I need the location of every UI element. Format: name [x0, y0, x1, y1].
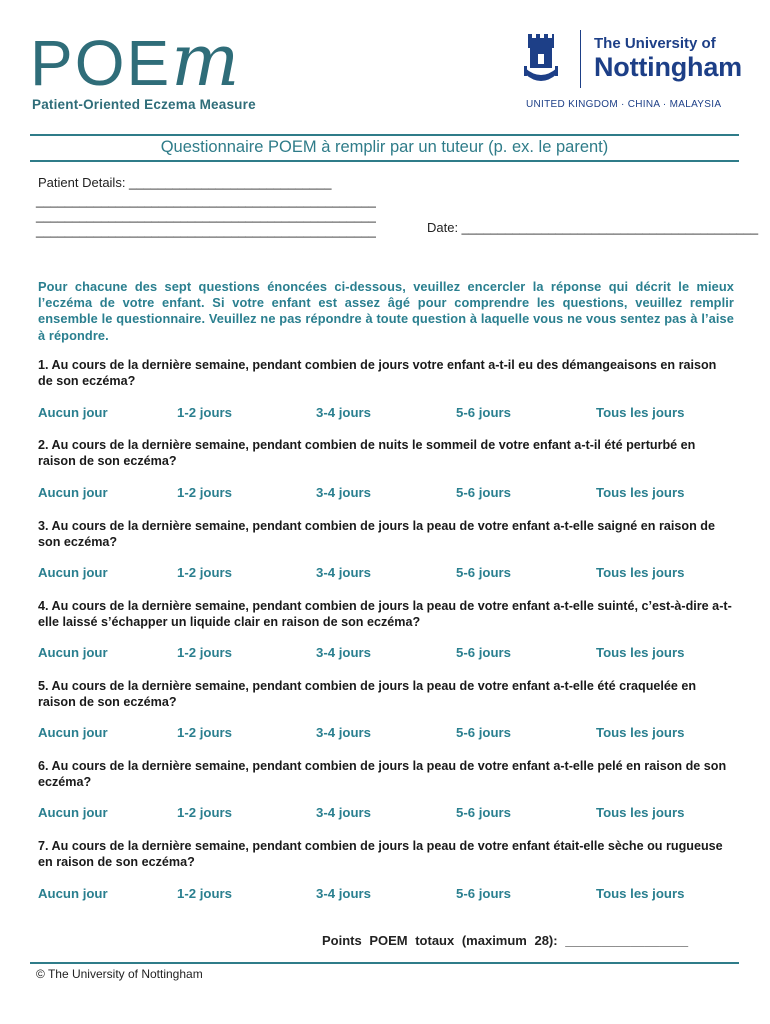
option-3-4-jours[interactable]: 3-4 jours [316, 565, 371, 580]
title-top-rule [30, 134, 739, 136]
option-3-4-jours[interactable]: 3-4 jours [316, 886, 371, 901]
answer-options-6 [38, 805, 734, 823]
patient-details-line-3[interactable]: _______________________________________________ [36, 208, 376, 223]
option-tous-les-jours[interactable]: Tous les jours [596, 886, 685, 901]
option-aucun-jour[interactable]: Aucun jour [38, 485, 108, 500]
question-5: 5. Au cours de la dernière semaine, pendant combien de jours la peau de votre enfant a-t-elle été craquelée en raison de son eczéma? [38, 679, 697, 709]
answer-options-5 [38, 725, 734, 743]
option-aucun-jour[interactable]: Aucun jour [38, 725, 108, 740]
option-3-4-jours[interactable]: 3-4 jours [316, 805, 371, 820]
question-3: 3. Au cours de la dernière semaine, pendant combien de jours la peau de votre enfant a-t-elle saigné en raison de son eczéma? [38, 519, 715, 549]
page-title: Questionnaire POEM à remplir par un tuteur (p. ex. le parent) [160, 138, 609, 156]
option-aucun-jour[interactable]: Aucun jour [38, 805, 108, 820]
option-1-2-jours[interactable]: 1-2 jours [177, 645, 232, 660]
option-5-6-jours[interactable]: 5-6 jours [456, 886, 511, 901]
answer-options-3 [38, 565, 734, 583]
patient-details-field[interactable]: Patient Details: ____________________________ [38, 175, 332, 190]
footer-copyright: © The University of Nottingham [36, 967, 203, 981]
university-locations: UNITED KINGDOM · CHINA · MALAYSIA [526, 99, 722, 110]
option-1-2-jours[interactable]: 1-2 jours [177, 805, 232, 820]
option-5-6-jours[interactable]: 5-6 jours [456, 725, 511, 740]
option-aucun-jour[interactable]: Aucun jour [38, 565, 108, 580]
date-field[interactable]: Date: _________________________________________ [427, 220, 759, 235]
answer-options-4 [38, 645, 734, 663]
answer-options-2 [38, 485, 734, 503]
option-aucun-jour[interactable]: Aucun jour [38, 886, 108, 901]
patient-details-line-4[interactable]: _______________________________________________ [36, 223, 376, 238]
option-tous-les-jours[interactable]: Tous les jours [596, 725, 685, 740]
title-bottom-rule [30, 160, 739, 162]
question-1: 1. Au cours de la dernière semaine, pendant combien de jours votre enfant a-t-il eu des démangeaisons en raison de son eczéma? [38, 358, 717, 388]
option-3-4-jours[interactable]: 3-4 jours [316, 485, 371, 500]
option-5-6-jours[interactable]: 5-6 jours [456, 645, 511, 660]
option-1-2-jours[interactable]: 1-2 jours [177, 886, 232, 901]
option-tous-les-jours[interactable]: Tous les jours [596, 645, 685, 660]
poem-logo-m: m [171, 18, 242, 102]
option-5-6-jours[interactable]: 5-6 jours [456, 405, 511, 420]
option-3-4-jours[interactable]: 3-4 jours [316, 725, 371, 740]
question-2: 2. Au cours de la dernière semaine, pendant combien de nuits le sommeil de votre enfant a-t-il été perturbé en raison de son eczéma? [38, 438, 696, 468]
option-1-2-jours[interactable]: 1-2 jours [177, 725, 232, 740]
answer-options-1 [38, 405, 734, 423]
instructions: Pour chacune des sept questions énoncées ci-dessous, veuillez encercler la réponse qui décrit le mieux l’eczéma de votre enfant. Si votre enfant est assez âgé pour comprendre les questions, veuillez remplir ensemble le questionnaire. Veuillez ne pas répondre à toute question à laquelle vous ne vous sentez pas à l’aise à répondre. [38, 279, 734, 343]
answer-options-7 [38, 886, 734, 904]
option-tous-les-jours[interactable]: Tous les jours [596, 405, 685, 420]
option-1-2-jours[interactable]: 1-2 jours [177, 405, 232, 420]
question-6: 6. Au cours de la dernière semaine, pendant combien de jours la peau de votre enfant a-t-elle pelé en raison de son eczéma? [38, 759, 727, 789]
poem-logo-subtitle: Patient-Oriented Eczema Measure [32, 97, 256, 112]
option-1-2-jours[interactable]: 1-2 jours [177, 565, 232, 580]
option-tous-les-jours[interactable]: Tous les jours [596, 565, 685, 580]
nottingham-castle-crest-icon [524, 30, 558, 84]
option-1-2-jours[interactable]: 1-2 jours [177, 485, 232, 500]
option-aucun-jour[interactable]: Aucun jour [38, 645, 108, 660]
footer-rule [30, 962, 739, 964]
question-7: 7. Au cours de la dernière semaine, pendant combien de jours la peau de votre enfant était-elle sèche ou rugueuse en raison de son eczéma? [38, 839, 723, 869]
poem-logo [30, 18, 242, 102]
option-tous-les-jours[interactable]: Tous les jours [596, 805, 685, 820]
total-score-field[interactable]: Points POEM totaux (maximum 28): _________________ [322, 933, 689, 948]
question-4: 4. Au cours de la dernière semaine, pendant combien de jours la peau de votre enfant a-t-elle suinté, c’est-à-dire a-t-elle laissé s’échapper un liquide clair en raison de son eczéma? [38, 599, 732, 629]
option-aucun-jour[interactable]: Aucun jour [38, 405, 108, 420]
university-name-line1: The University of [594, 35, 716, 52]
university-name-line2: Nottingham [594, 52, 742, 82]
option-3-4-jours[interactable]: 3-4 jours [316, 405, 371, 420]
option-tous-les-jours[interactable]: Tous les jours [596, 485, 685, 500]
option-3-4-jours[interactable]: 3-4 jours [316, 645, 371, 660]
poem-logo-text: POE [30, 27, 172, 99]
option-5-6-jours[interactable]: 5-6 jours [456, 805, 511, 820]
option-5-6-jours[interactable]: 5-6 jours [456, 565, 511, 580]
logo-divider [580, 30, 581, 88]
patient-details-line-2[interactable]: _______________________________________________ [36, 193, 376, 208]
option-5-6-jours[interactable]: 5-6 jours [456, 485, 511, 500]
